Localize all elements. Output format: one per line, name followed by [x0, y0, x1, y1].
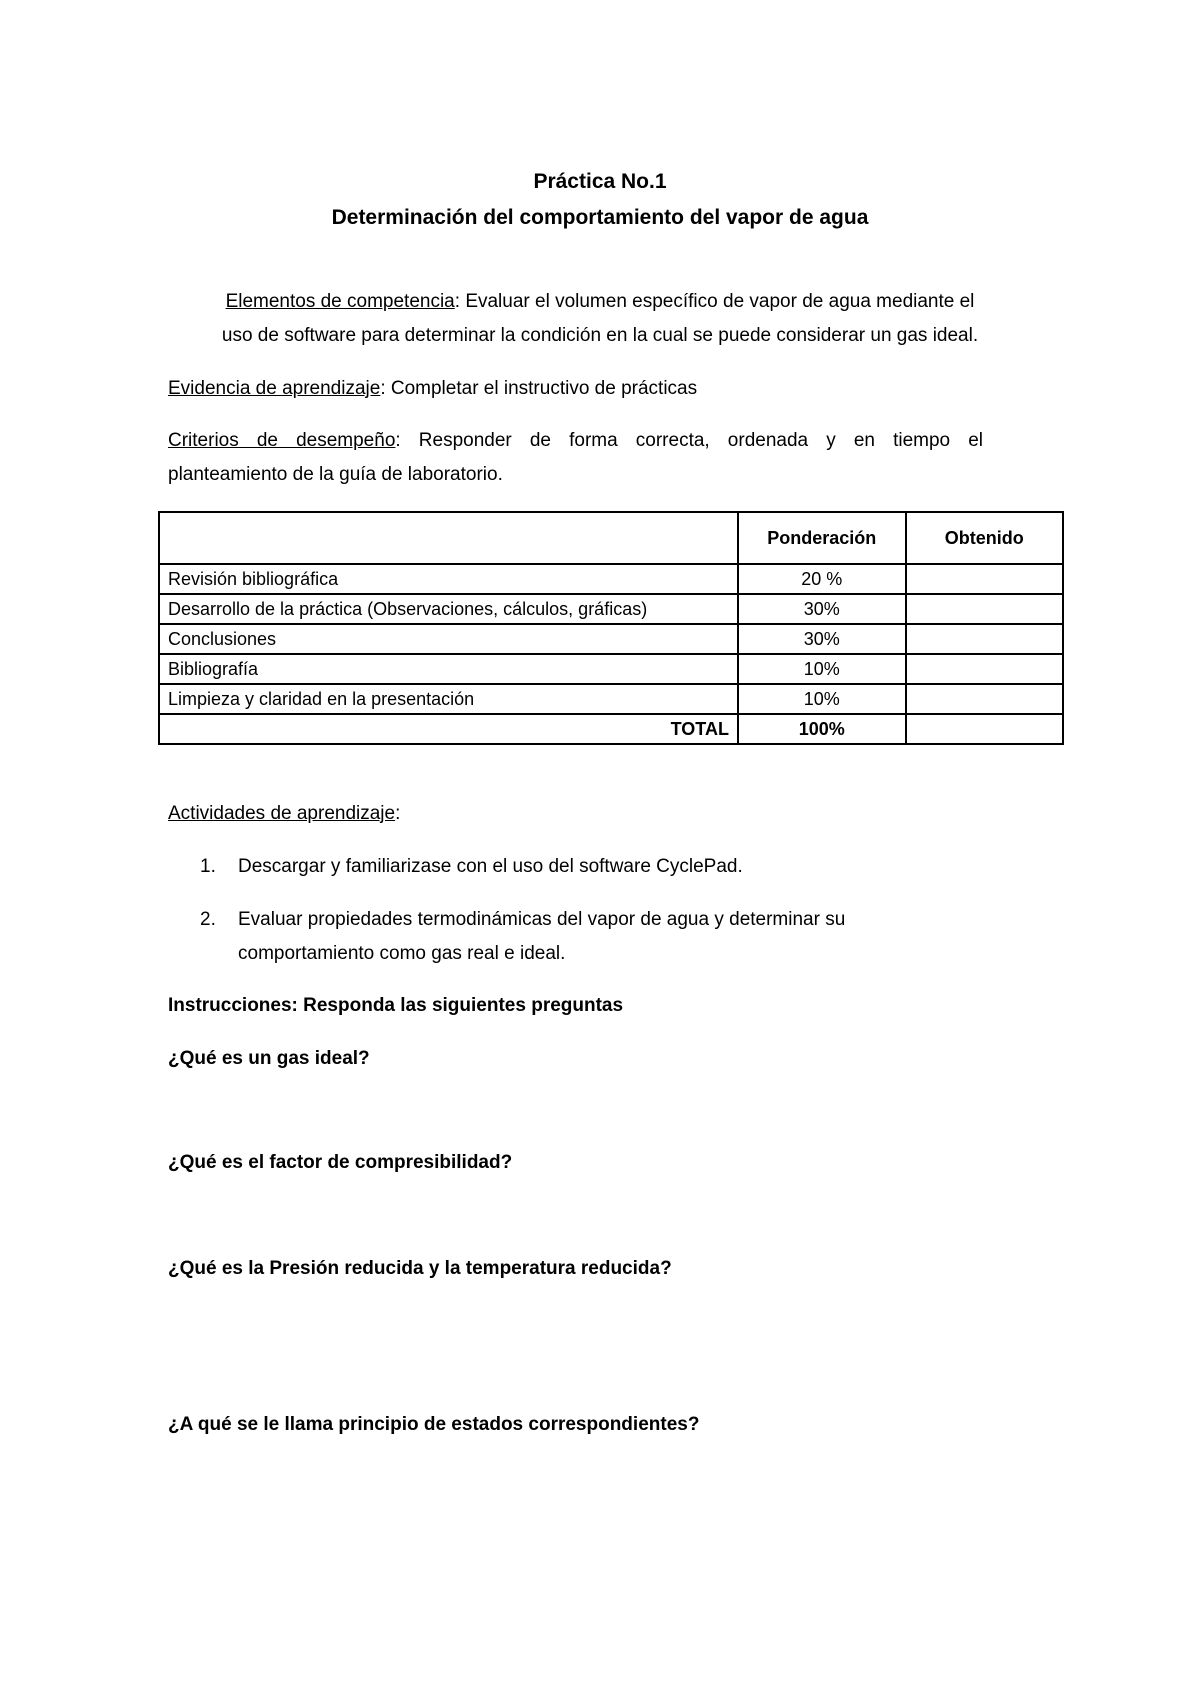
table-header-row	[159, 512, 1063, 564]
list-item	[200, 903, 1000, 971]
table-row	[159, 594, 1063, 624]
table-row	[159, 624, 1063, 654]
table-row	[159, 654, 1063, 684]
row-item: Limpieza y claridad en la presentación	[159, 684, 738, 714]
instructions-heading: Instrucciones: Responda las siguientes preguntas	[168, 995, 624, 1016]
actividades-heading: Actividades de aprendizaje:	[168, 803, 401, 824]
table-row	[159, 564, 1063, 594]
total-obtained-cell	[906, 714, 1063, 744]
criterios-label: Criterios de desempeño	[168, 430, 396, 451]
list-item-number: 1.	[200, 856, 216, 877]
competencia-paragraph: Elementos de competencia: Evaluar el volumen específico de vapor de agua mediante el uso de software para determinar la condición en la cual se puede considerar un gas ideal.	[150, 285, 1050, 353]
criterios-line2: planteamiento de la guía de laboratorio.	[168, 464, 503, 485]
row-item: Conclusiones	[159, 624, 738, 654]
list-item-text: Descargar y familiarizase con el uso del software CyclePad.	[238, 856, 743, 877]
question-4: ¿A qué se le llama principio de estados correspondientes?	[168, 1414, 700, 1435]
list-item-number: 2.	[200, 909, 216, 930]
competencia-line2: uso de software para determinar la condición en la cual se puede considerar un gas ideal.	[221, 325, 979, 346]
total-value: 100%	[738, 714, 906, 744]
table-header-obtenido: Obtenido	[906, 512, 1063, 564]
row-item: Bibliografía	[159, 654, 738, 684]
row-weight: 10%	[738, 654, 906, 684]
row-item: Revisión bibliográfica	[159, 564, 738, 594]
question-3: ¿Qué es la Presión reducida y la temperatura reducida?	[168, 1258, 672, 1279]
row-obtained-cell	[906, 594, 1063, 624]
question-1: ¿Qué es un gas ideal?	[168, 1048, 370, 1069]
evidencia-text: Completar el instructivo de prácticas	[390, 378, 698, 399]
table-total-row	[159, 714, 1063, 744]
list-item-line1: Evaluar propiedades termodinámicas del vapor de agua y determinar su	[238, 909, 846, 930]
row-weight: 30%	[738, 624, 906, 654]
competencia-label: Elementos de competencia	[225, 291, 455, 312]
row-obtained-cell	[906, 684, 1063, 714]
table-header-ponderacion: Ponderación	[738, 512, 906, 564]
row-obtained-cell	[906, 564, 1063, 594]
row-obtained-cell	[906, 654, 1063, 684]
row-weight: 30%	[738, 594, 906, 624]
grading-table	[158, 511, 1064, 745]
list-item-text	[238, 903, 998, 971]
row-weight: 20 %	[738, 564, 906, 594]
list-item	[200, 850, 1000, 884]
table-row	[159, 684, 1063, 714]
table-header-blank	[159, 512, 738, 564]
row-obtained-cell	[906, 624, 1063, 654]
competencia-line1: Evaluar el volumen específico de vapor de agua mediante el	[465, 291, 975, 312]
row-item: Desarrollo de la práctica (Observaciones, cálculos, gráficas)	[159, 594, 738, 624]
evidencia-paragraph: Evidencia de aprendizaje: Completar el instructivo de prácticas	[168, 378, 698, 399]
page-subtitle: Determinación del comportamiento del vapor de agua	[331, 206, 869, 229]
question-2: ¿Qué es el factor de compresibilidad?	[168, 1152, 513, 1173]
page-title: Práctica No.1	[533, 170, 667, 193]
list-item-line2: comportamiento como gas real e ideal.	[238, 943, 566, 964]
total-label: TOTAL	[159, 714, 738, 744]
criterios-paragraph: Criterios de desempeño: Responder de forma correcta, ordenada y en tiempo el planteamiento de la guía de laboratorio.	[168, 424, 983, 492]
evidencia-label: Evidencia de aprendizaje	[168, 378, 381, 399]
actividades-label: Actividades de aprendizaje	[168, 803, 396, 824]
criterios-line1: Responder de forma correcta, ordenada y en tiempo el	[418, 430, 984, 451]
row-weight: 10%	[738, 684, 906, 714]
